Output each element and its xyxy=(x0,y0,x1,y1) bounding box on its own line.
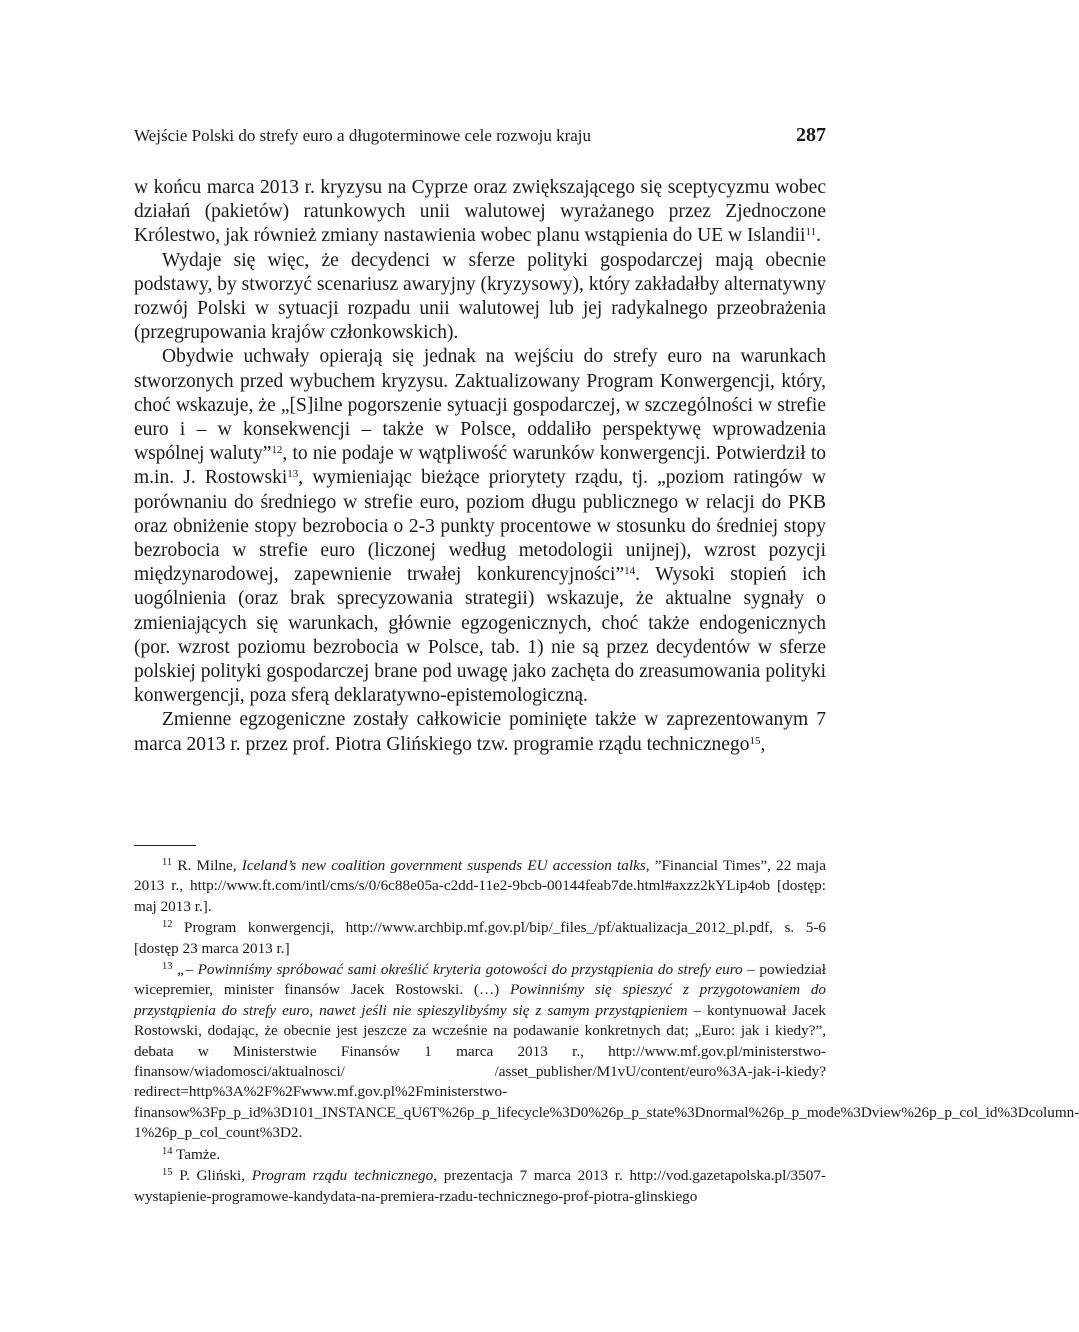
paragraph-3-part-b: , to nie podaje w wątpliwość warunków konwergencji. Potwierdził to m.in. J. Rostowski xyxy=(134,443,827,489)
footnote-12 xyxy=(134,918,826,959)
footnote-source: , prezentacja 7 marca 2013 r. http://vod.gazetapolska.pl/3507-wystapienie-programowe-kandydata-na-premiera-rzadu-technicznego-prof-piotra-glinskiego xyxy=(134,1167,826,1205)
footnote-13 xyxy=(134,960,1079,1144)
footnote-number: 14 xyxy=(162,1145,173,1157)
footnote-text: Tamże. xyxy=(176,1145,221,1163)
footnote-15 xyxy=(134,1166,826,1207)
footnote-ref-13[interactable]: 13 xyxy=(287,468,299,481)
footnote-text: R. Milne, xyxy=(177,857,242,874)
footnote-number: 15 xyxy=(162,1166,173,1178)
footnote-ref-15[interactable]: 15 xyxy=(749,734,761,747)
footnote-separator xyxy=(134,845,196,846)
paragraph-3-part-c: , wymieniając bieżące priorytety rządu, tj. „poziom ratingów w porównaniu do średniego w strefie euro, poziom długu publicznego w relacji do PKB oraz obniżenie stopy bezrobocia o 2-3 punkty procentowe w stosunku do średniej stopy bezrobocia w strefie euro (liczonej według metodologii unijnej), wzrost pozycji międzynarodowej, zapewnienie trwałej konkurencyjności” xyxy=(134,467,826,586)
paragraph-1-end: . xyxy=(816,225,821,247)
paragraph-1 xyxy=(134,176,826,249)
page-number: 287 xyxy=(796,124,826,146)
main-text xyxy=(134,176,826,757)
footnote-quote-2: Powinniśmy się spieszyć z przygotowaniem do przystąpienia do strefy euro, nawet jeśli nie spieszylibyśmy się z samym przystąpieniem xyxy=(134,981,827,1019)
footnote-text: – powiedział wicepremier, minister finansów Jacek Rostowski. (…) xyxy=(134,961,826,999)
paragraph-4-text: Zmienne egzogeniczne zostały całkowicie pominięte także w zaprezentowanym 7 marca 2013 r. przez prof. Piotra Glińskiego tzw. programie rządu technicznego xyxy=(134,709,826,755)
paragraph-3 xyxy=(134,345,826,708)
paragraph-4 xyxy=(134,708,826,756)
footnote-ref-14[interactable]: 14 xyxy=(624,565,636,578)
paragraph-1-text: w końcu marca 2013 r. kryzysu na Cyprze oraz zwiększającego się sceptycyzmu wobec działań (pakietów) ratunkowych unii walutowej wyrażanego przez Zjednoczone Królestwo, jak również zmiany nastawienia wobec planu wstąpienia do UE w Islandii xyxy=(134,177,826,247)
footnote-quote-1: „– Powinniśmy spróbować sami określić kryteria gotowości do przystąpienia do strefy euro xyxy=(177,961,743,979)
paragraph-3-part-d: . Wysoki stopień ich uogólnienia (oraz brak sprecyzowania strategii) wskazuje, że aktualne sygnały o zmieniających się warunkach, głównie egzogenicznych, choć także endogenicznych (por. wzrost poziomu bezrobocia w Polsce, tab. 1) nie są przez decydentów w sferze polskiej polityki gospodarczej brane pod uwagę jako zachęta do zreasumowania polityki konwergencji, poza sferą deklaratywno-epistemologiczną. xyxy=(134,564,826,707)
footnote-work-title: Program rządu technicznego xyxy=(251,1167,434,1185)
footnote-text: Program konwergencji, http://www.archbip.mf.gov.pl/bip/_files_/pf/aktualizacja_2012_pl.pdf, s. 5-6 [dostęp 23 marca 2013 r.] xyxy=(134,919,826,957)
paragraph-3-part-a: Obydwie uchwały opierają się jednak na wejściu do strefy euro na warunkach stworzonych przed wybuchem kryzysu. Zaktualizowany Program Konwergencji, który, choć wskazuje, że „[S]ilne pogorszenie sytuacji gospodarczej, w szczególności w strefie euro i – w konsekwencji – także w Polsce, oddaliło perspektywę wprowadzenia wspólnej waluty” xyxy=(134,346,826,465)
footnotes xyxy=(134,856,1079,1207)
paragraph-4-end: , xyxy=(760,733,766,755)
footnote-article-title: Iceland’s new coalition government suspends EU accession talks xyxy=(241,857,646,874)
footnote-ref-11[interactable]: 11 xyxy=(805,226,817,239)
footnote-number: 11 xyxy=(162,856,173,868)
running-header xyxy=(134,124,826,147)
running-title: Wejście Polski do strefy euro a długoterminowe cele rozwoju kraju xyxy=(134,126,592,145)
footnote-number: 13 xyxy=(162,960,173,972)
footnote-ref-12[interactable]: 12 xyxy=(271,444,283,457)
footnote-source: , ”Financial Times”, 22 maja 2013 r., http://www.ft.com/intl/cms/s/0/6c88e05a-c2dd-11e2-9bcb-00144feab7de.html#axzz2kYLip4ob [dostęp: maj 2013 r.]. xyxy=(134,857,827,915)
footnote-14 xyxy=(134,1145,826,1165)
footnote-text: P. Gliński, xyxy=(179,1167,252,1185)
footnote-11 xyxy=(134,856,826,917)
footnote-source: – kontynuował Jacek Rostowski, dodając, że obecnie jest jeszcze za wcześnie na podawanie konkretnych dat; „Euro: jak i kiedy?”, debata w Ministerstwie Finansów 1 marca 2013 r., http://www.mf.gov.pl/ministerstwo-finansow/wiadomosci/aktualnosci/ /asset_publisher/M1vU/content/euro%3A-jak-i-kiedy?redirect=http%3A%2F%2Fwww.mf.gov.pl%2Fministerstwo-finansow%3Fp_p_id%3D101_INSTANCE_qU6T%26p_p_lifecycle%3D0%26p_p_state%3Dnormal%26p_p_mode%3Dview%26p_p_col_id%3Dcolumn-1%26p_p_col_count%3D2. xyxy=(134,1001,1079,1142)
paragraph-2: Wydaje się więc, że decydenci w sferze polityki gospodarczej mają obecnie podstawy, by stworzyć scenariusz awaryjny (kryzysowy), który zakładałby alternatywny rozwój Polski w sytuacji rozpadu unii walutowej lub jej radykalnego przeobrażenia (przegrupowania krajów członkowskich). xyxy=(134,249,826,344)
footnote-number: 12 xyxy=(162,918,173,930)
